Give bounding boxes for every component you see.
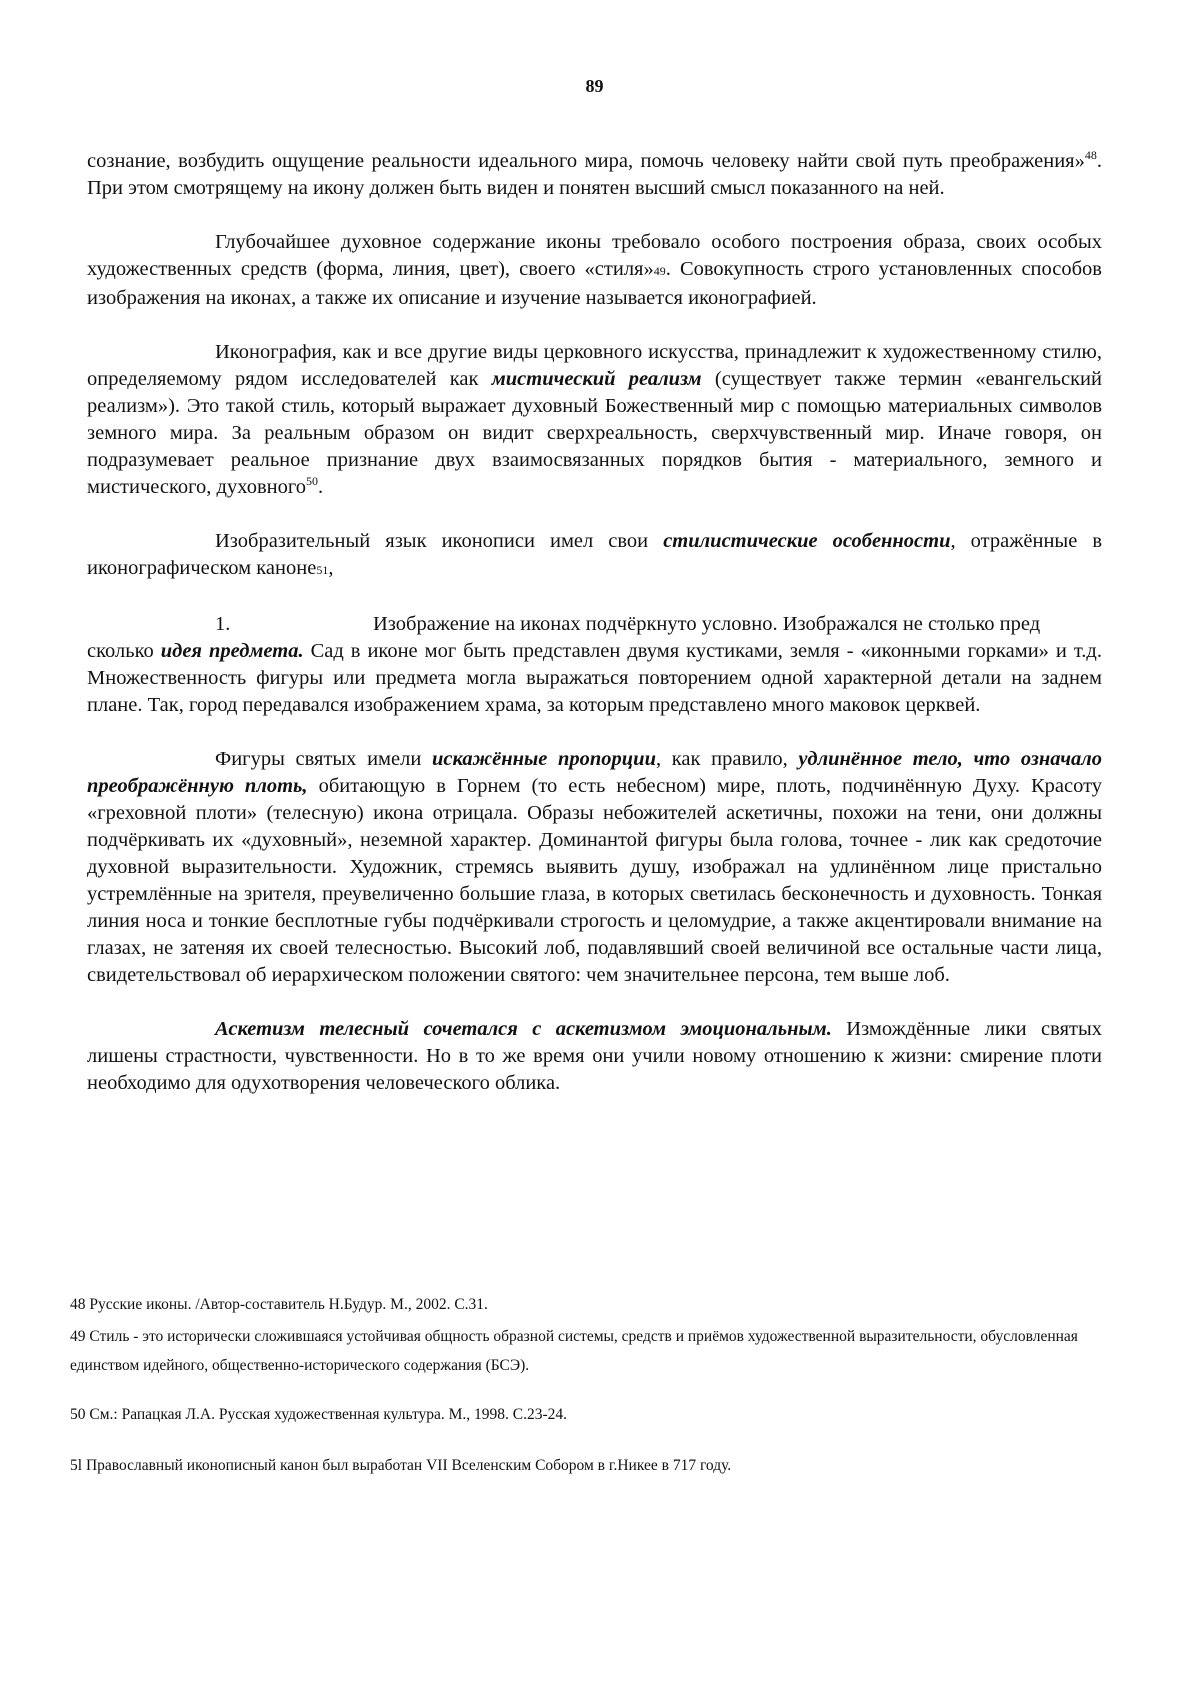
paragraph-4 — [87, 528, 1102, 584]
paragraph-4-text-c: , — [328, 557, 334, 579]
paragraph-1-text-b: . При этом смотрящему на икону должен быть виден и понятен высший смысл показанного на ней. — [87, 150, 1102, 199]
term-distorted-proportions: искажённые пропорции — [431, 748, 656, 770]
term-bodily-asceticism: Аскетизм телесный сочетался с аскетизмом эмоциональным. — [215, 1018, 832, 1040]
footnote-ref-48[interactable]: 48 — [1084, 148, 1097, 163]
page-number: 89 — [585, 76, 604, 96]
list-item-1 — [87, 611, 1102, 719]
paragraph-2 — [87, 229, 1102, 312]
term-stylistic-features: стилистические особенности — [663, 530, 951, 552]
footnote-ref-49[interactable]: 49 — [653, 264, 666, 278]
paragraph-5-text-a: Фигуры святых имели — [215, 748, 432, 770]
footnote-ref-51[interactable]: 51 — [316, 563, 329, 577]
footnote-number: 5l — [70, 1457, 83, 1474]
paragraph-3 — [87, 339, 1102, 501]
term-elongated-body: удлинённое тело, что означало преображённую плоть, — [87, 748, 1103, 797]
footnote-49 — [70, 1322, 1110, 1380]
paragraph-1-text-a: сознание, возбудить ощущение реальности идеального мира, помочь человеку найти свой путь преображения» — [87, 150, 1085, 172]
footnote-51 — [70, 1451, 1110, 1480]
list-item-1-text-a: сколько — [87, 640, 161, 662]
footnote-text: См.: Рапацкая Л.А. Русская художественная культура. М., 1998. С.23-24. — [89, 1406, 568, 1423]
list-item-1-first-line-text: Изображение на иконах подчёркнуто условно. Изображался не столько пред — [373, 613, 1041, 635]
term-idea-of-object: идея предмета. — [160, 640, 304, 662]
footnote-number: 49 — [70, 1328, 86, 1345]
footnote-number: 50 — [70, 1406, 86, 1423]
body-text — [87, 148, 1102, 1097]
list-item-1-text-b: Сад в иконе мог быть представлен двумя кустиками, земля - «иконными горками» и т.д. Множественность фигуры или предмета могла выражаться повторением одной характерной детали на заднем плане. Так, город передавался изображением храма, за которым представлено много маковок церквей. — [87, 640, 1102, 716]
footnote-text: Православный иконописный канон был выработан VII Вселенским Собором в г.Никее в 717 году. — [85, 1457, 732, 1474]
term-mystical-realism: мистический реализм — [491, 368, 702, 390]
paragraph-3-text-b: (существует также термин «евангельский реализм»). Это такой стиль, который выражает духовный Божественный мир с помощью материальных символов земного мира. За реальным образом он видит сверхреальность, сверхчувственный мир. Иначе говоря, он подразумевает реальное признание двух взаимосвязанных порядков бытия - материального, земного и мистического, духовного — [87, 368, 1102, 498]
list-item-1-first-line — [87, 611, 1102, 638]
paragraph-2-text-a: Глубочайшее духовное содержание иконы требовало особого построения образа, своих особых художественных средств (форма, линия, цвет), своего «стиля» — [87, 231, 1102, 280]
footnote-text: Русские иконы. /Автор-составитель Н.Будур. М., 2002. С.31. — [89, 1296, 488, 1313]
paragraph-5 — [87, 746, 1102, 989]
paragraph-3-text-a: Иконография, как и все другие виды церковного искусства, принадлежит к художественному стилю, определяемому рядом исследователей как — [87, 341, 1102, 390]
footnote-ref-50[interactable]: 50 — [306, 474, 319, 489]
paragraph-6-text-a: Измождённые лики святых лишены страстности, чувственности. Но в то же время они учили новому отношению к жизни: смирение плоти необходимо для одухотворения человеческого облика. — [87, 1018, 1102, 1094]
paragraph-5-text-c: обитающую в Горнем (то есть небесном) мире, плоть, подчинённую Духу. Красоту «греховной плоти» (телесную) икона отрицала. Образы небожителей аскетичны, похожи на тени, они должны подчёркивать их «духовный», неземной характер. Доминантой фигуры была голова, точнее - лик как средоточие духовной выразительности. Художник, стремясь выявить душу, изображал на удлинённом лице пристально устремлённые на зрителя, преувеличенно большие глаза, в которых светилась бесконечность и духовность. Тонкая линия носа и тонкие бесплотные губы подчёркивали строгость и целомудрие, а также акцентировали внимание на глазах, не затеняя их своей телесностью. Высокий лоб, подавлявший своей величиной все остальные части лица, свидетельствовал об иерархическом положении святого: чем значительнее персона, тем выше лоб. — [87, 775, 1103, 986]
paragraph-2-text-b: . Совокупность строго установленных способов изображения на иконах, а также их описание и изучение называется иконографией. — [87, 258, 1102, 309]
footnote-50 — [70, 1400, 1110, 1429]
footnote-text: Стиль - это исторически сложившаяся устойчивая общность образной системы, средств и приёмов художественной выразительности, обусловленная единством идейного, общественно-исторического содержания (БСЭ). — [70, 1328, 1078, 1374]
paragraph-3-text-c: . — [318, 476, 324, 498]
paragraph-5-text-b: , как правило, — [655, 748, 799, 770]
list-item-number: 1. — [215, 613, 231, 635]
footnote-48 — [70, 1290, 1110, 1319]
footnote-number: 48 — [70, 1296, 86, 1313]
paragraph-4-text-a: Изобразительный язык иконописи имел свои — [215, 530, 664, 552]
paragraph-4-text-b: , отражённые в иконографическом каноне — [87, 530, 1103, 579]
paragraph-6 — [87, 1016, 1102, 1097]
list-item-1-body — [87, 638, 1102, 719]
paragraph-1 — [87, 148, 1102, 202]
